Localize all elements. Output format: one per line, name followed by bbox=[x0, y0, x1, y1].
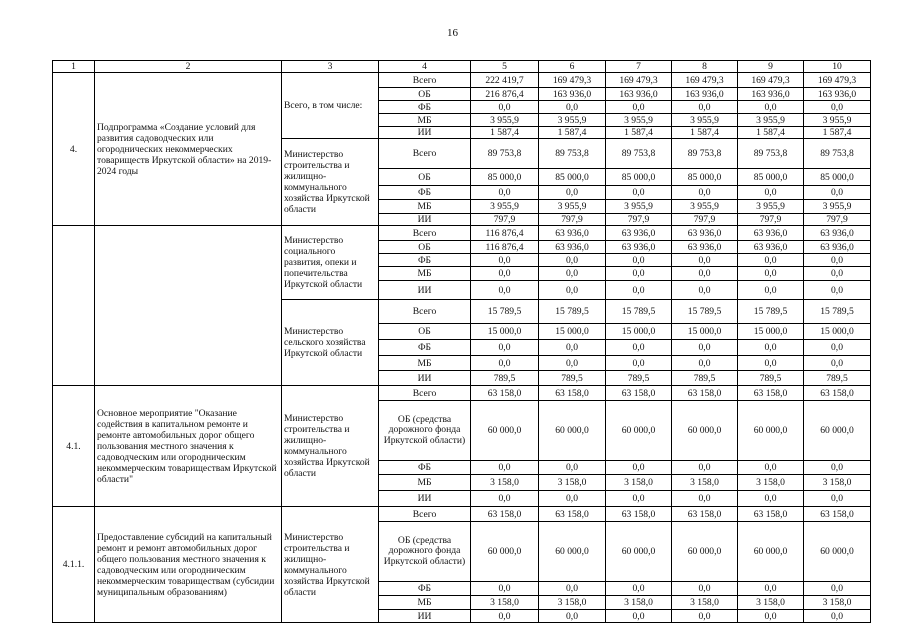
amount-cell: 0,0 bbox=[606, 356, 672, 371]
amount-cell: 0,0 bbox=[606, 582, 672, 596]
amount-cell: 0,0 bbox=[539, 610, 606, 623]
column-number: 7 bbox=[606, 61, 672, 73]
amount-cell: 63 936,0 bbox=[672, 241, 738, 254]
amount-cell: 60 000,0 bbox=[738, 401, 804, 461]
table-row bbox=[53, 73, 871, 88]
column-number: 6 bbox=[539, 61, 606, 73]
amount-cell: 0,0 bbox=[804, 610, 871, 623]
amount-cell: 0,0 bbox=[539, 101, 606, 114]
amount-cell: 216 876,4 bbox=[471, 88, 539, 101]
amount-cell: 63 936,0 bbox=[804, 226, 871, 241]
funding-source: ИИ bbox=[379, 491, 471, 507]
column-number: 4 bbox=[379, 61, 471, 73]
amount-cell: 60 000,0 bbox=[672, 522, 738, 582]
amount-cell: 0,0 bbox=[804, 186, 871, 200]
amount-cell: 0,0 bbox=[471, 340, 539, 356]
amount-cell: 1 587,4 bbox=[738, 127, 804, 139]
amount-cell: 15 789,5 bbox=[539, 300, 606, 324]
amount-cell: 63 158,0 bbox=[539, 507, 606, 522]
amount-cell: 63 936,0 bbox=[539, 241, 606, 254]
amount-cell: 15 000,0 bbox=[539, 324, 606, 340]
amount-cell: 0,0 bbox=[672, 340, 738, 356]
amount-cell: 3 955,9 bbox=[738, 114, 804, 127]
amount-cell: 89 753,8 bbox=[606, 139, 672, 169]
funding-source: Всего bbox=[379, 73, 471, 88]
amount-cell: 15 000,0 bbox=[606, 324, 672, 340]
amount-cell: 0,0 bbox=[738, 610, 804, 623]
column-number: 10 bbox=[804, 61, 871, 73]
amount-cell: 63 936,0 bbox=[539, 226, 606, 241]
amount-cell: 1 587,4 bbox=[804, 127, 871, 139]
amount-cell: 0,0 bbox=[738, 461, 804, 475]
amount-cell: 163 936,0 bbox=[606, 88, 672, 101]
amount-cell: 163 936,0 bbox=[539, 88, 606, 101]
amount-cell: 797,9 bbox=[606, 214, 672, 226]
amount-cell: 169 479,3 bbox=[539, 73, 606, 88]
amount-cell: 0,0 bbox=[738, 254, 804, 267]
funding-source: Всего bbox=[379, 507, 471, 522]
amount-cell: 3 955,9 bbox=[539, 200, 606, 214]
amount-cell: 63 158,0 bbox=[606, 386, 672, 401]
amount-cell: 0,0 bbox=[672, 267, 738, 281]
amount-cell: 0,0 bbox=[738, 356, 804, 371]
amount-cell: 0,0 bbox=[672, 254, 738, 267]
column-number: 5 bbox=[471, 61, 539, 73]
amount-cell: 15 789,5 bbox=[672, 300, 738, 324]
amount-cell: 163 936,0 bbox=[738, 88, 804, 101]
column-number: 2 bbox=[95, 61, 282, 73]
funding-source: Всего bbox=[379, 226, 471, 241]
executor-name: Министерство строительства и жилищно-коммунального хозяйства Иркутской области bbox=[282, 386, 379, 507]
amount-cell: 0,0 bbox=[738, 340, 804, 356]
amount-cell: 63 936,0 bbox=[738, 241, 804, 254]
amount-cell: 15 789,5 bbox=[738, 300, 804, 324]
amount-cell: 0,0 bbox=[606, 491, 672, 507]
funding-source: ОБ bbox=[379, 88, 471, 101]
amount-cell: 85 000,0 bbox=[672, 169, 738, 186]
amount-cell: 63 158,0 bbox=[471, 507, 539, 522]
amount-cell: 0,0 bbox=[804, 582, 871, 596]
amount-cell: 3 158,0 bbox=[606, 596, 672, 610]
amount-cell: 63 158,0 bbox=[672, 507, 738, 522]
amount-cell: 3 955,9 bbox=[672, 114, 738, 127]
funding-source: МБ bbox=[379, 356, 471, 371]
amount-cell: 0,0 bbox=[471, 582, 539, 596]
amount-cell: 0,0 bbox=[471, 267, 539, 281]
amount-cell: 3 955,9 bbox=[471, 114, 539, 127]
executor-name: Министерство сельского хозяйства Иркутской области bbox=[282, 300, 379, 386]
funding-source: Всего bbox=[379, 139, 471, 169]
funding-source: ФБ bbox=[379, 186, 471, 200]
item-number: 4.1. bbox=[53, 386, 95, 507]
amount-cell: 3 158,0 bbox=[672, 596, 738, 610]
amount-cell: 63 158,0 bbox=[606, 507, 672, 522]
amount-cell: 116 876,4 bbox=[471, 226, 539, 241]
amount-cell: 63 936,0 bbox=[804, 241, 871, 254]
amount-cell: 63 158,0 bbox=[672, 386, 738, 401]
amount-cell: 60 000,0 bbox=[804, 522, 871, 582]
amount-cell: 0,0 bbox=[539, 267, 606, 281]
amount-cell: 0,0 bbox=[606, 610, 672, 623]
amount-cell: 0,0 bbox=[471, 281, 539, 300]
amount-cell: 0,0 bbox=[606, 340, 672, 356]
amount-cell: 60 000,0 bbox=[606, 401, 672, 461]
amount-cell: 0,0 bbox=[804, 340, 871, 356]
amount-cell: 169 479,3 bbox=[606, 73, 672, 88]
amount-cell: 0,0 bbox=[471, 356, 539, 371]
column-number: 3 bbox=[282, 61, 379, 73]
amount-cell: 3 955,9 bbox=[471, 200, 539, 214]
amount-cell: 0,0 bbox=[738, 281, 804, 300]
amount-cell: 0,0 bbox=[539, 340, 606, 356]
amount-cell: 0,0 bbox=[471, 101, 539, 114]
amount-cell: 63 158,0 bbox=[738, 507, 804, 522]
amount-cell: 60 000,0 bbox=[804, 401, 871, 461]
funding-source: Всего bbox=[379, 386, 471, 401]
amount-cell: 60 000,0 bbox=[539, 522, 606, 582]
amount-cell: 0,0 bbox=[471, 461, 539, 475]
amount-cell: 0,0 bbox=[804, 281, 871, 300]
amount-cell: 3 158,0 bbox=[539, 475, 606, 491]
amount-cell: 0,0 bbox=[672, 491, 738, 507]
amount-cell: 0,0 bbox=[539, 186, 606, 200]
amount-cell: 63 158,0 bbox=[804, 507, 871, 522]
amount-cell: 63 158,0 bbox=[738, 386, 804, 401]
amount-cell: 789,5 bbox=[738, 371, 804, 386]
amount-cell: 0,0 bbox=[738, 267, 804, 281]
amount-cell: 0,0 bbox=[804, 461, 871, 475]
column-number: 9 bbox=[738, 61, 804, 73]
amount-cell: 60 000,0 bbox=[606, 522, 672, 582]
amount-cell: 0,0 bbox=[539, 254, 606, 267]
amount-cell: 15 789,5 bbox=[804, 300, 871, 324]
amount-cell: 169 479,3 bbox=[804, 73, 871, 88]
amount-cell: 3 158,0 bbox=[804, 475, 871, 491]
amount-cell: 0,0 bbox=[539, 461, 606, 475]
amount-cell: 3 158,0 bbox=[471, 596, 539, 610]
amount-cell: 169 479,3 bbox=[738, 73, 804, 88]
funding-source: ФБ bbox=[379, 254, 471, 267]
amount-cell: 89 753,8 bbox=[539, 139, 606, 169]
funding-source: МБ bbox=[379, 114, 471, 127]
item-title: Предоставление субсидий на капитальный ремонт и ремонт автомобильных дорог общего пользования местного значения к садоводческим или огородническим некоммерческим товариществам (субсидии муниципальным образованиям) bbox=[95, 507, 282, 623]
amount-cell: 0,0 bbox=[738, 582, 804, 596]
amount-cell: 15 000,0 bbox=[672, 324, 738, 340]
amount-cell: 0,0 bbox=[804, 254, 871, 267]
amount-cell: 0,0 bbox=[672, 582, 738, 596]
amount-cell: 63 936,0 bbox=[606, 226, 672, 241]
amount-cell: 0,0 bbox=[672, 281, 738, 300]
amount-cell: 3 158,0 bbox=[738, 475, 804, 491]
amount-cell: 116 876,4 bbox=[471, 241, 539, 254]
amount-cell: 0,0 bbox=[804, 267, 871, 281]
amount-cell: 789,5 bbox=[471, 371, 539, 386]
amount-cell: 15 000,0 bbox=[471, 324, 539, 340]
amount-cell: 222 419,7 bbox=[471, 73, 539, 88]
amount-cell: 0,0 bbox=[738, 101, 804, 114]
amount-cell: 63 158,0 bbox=[471, 386, 539, 401]
amount-cell: 3 955,9 bbox=[606, 200, 672, 214]
funding-source: ИИ bbox=[379, 371, 471, 386]
table-body bbox=[53, 61, 871, 623]
amount-cell: 0,0 bbox=[738, 491, 804, 507]
amount-cell: 0,0 bbox=[672, 186, 738, 200]
amount-cell: 797,9 bbox=[471, 214, 539, 226]
budget-table bbox=[52, 60, 871, 623]
amount-cell: 3 158,0 bbox=[471, 475, 539, 491]
amount-cell: 60 000,0 bbox=[738, 522, 804, 582]
column-number-row bbox=[53, 61, 871, 73]
amount-cell: 0,0 bbox=[672, 461, 738, 475]
amount-cell: 0,0 bbox=[606, 281, 672, 300]
item-title: Подпрограмма «Создание условий для развития садоводческих или огороднических некоммерческих товариществ Иркутской области» на 2019-2024 годы bbox=[95, 73, 282, 226]
funding-source: ОБ bbox=[379, 169, 471, 186]
amount-cell: 0,0 bbox=[471, 491, 539, 507]
amount-cell: 1 587,4 bbox=[606, 127, 672, 139]
amount-cell: 0,0 bbox=[804, 356, 871, 371]
funding-source: Всего bbox=[379, 300, 471, 324]
funding-source: ИИ bbox=[379, 281, 471, 300]
amount-cell: 85 000,0 bbox=[471, 169, 539, 186]
amount-cell: 0,0 bbox=[539, 491, 606, 507]
amount-cell: 63 936,0 bbox=[606, 241, 672, 254]
amount-cell: 3 955,9 bbox=[672, 200, 738, 214]
funding-source: МБ bbox=[379, 596, 471, 610]
funding-source: ОБ (средства дорожного фонда Иркутской области) bbox=[379, 522, 471, 582]
amount-cell: 85 000,0 bbox=[606, 169, 672, 186]
amount-cell: 0,0 bbox=[606, 267, 672, 281]
amount-cell: 169 479,3 bbox=[672, 73, 738, 88]
item-number bbox=[53, 226, 95, 386]
amount-cell: 797,9 bbox=[539, 214, 606, 226]
column-number: 8 bbox=[672, 61, 738, 73]
executor-name: Министерство строительства и жилищно-коммунального хозяйства Иркутской области bbox=[282, 139, 379, 226]
funding-source: ФБ bbox=[379, 582, 471, 596]
table-row bbox=[53, 226, 871, 241]
amount-cell: 85 000,0 bbox=[738, 169, 804, 186]
column-number: 1 bbox=[53, 61, 95, 73]
amount-cell: 89 753,8 bbox=[672, 139, 738, 169]
amount-cell: 0,0 bbox=[804, 101, 871, 114]
item-number: 4. bbox=[53, 73, 95, 226]
executor-name: Министерство строительства и жилищно-коммунального хозяйства Иркутской области bbox=[282, 507, 379, 623]
amount-cell: 89 753,8 bbox=[738, 139, 804, 169]
amount-cell: 60 000,0 bbox=[672, 401, 738, 461]
funding-source: ОБ (средства дорожного фонда Иркутской области) bbox=[379, 401, 471, 461]
page-number: 16 bbox=[447, 27, 458, 39]
amount-cell: 0,0 bbox=[471, 610, 539, 623]
amount-cell: 1 587,4 bbox=[539, 127, 606, 139]
amount-cell: 3 158,0 bbox=[539, 596, 606, 610]
amount-cell: 1 587,4 bbox=[471, 127, 539, 139]
item-number: 4.1.1. bbox=[53, 507, 95, 623]
amount-cell: 60 000,0 bbox=[471, 522, 539, 582]
amount-cell: 3 158,0 bbox=[738, 596, 804, 610]
amount-cell: 3 955,9 bbox=[539, 114, 606, 127]
amount-cell: 15 789,5 bbox=[471, 300, 539, 324]
amount-cell: 797,9 bbox=[672, 214, 738, 226]
funding-source: МБ bbox=[379, 475, 471, 491]
funding-source: ФБ bbox=[379, 101, 471, 114]
amount-cell: 15 000,0 bbox=[804, 324, 871, 340]
amount-cell: 0,0 bbox=[606, 254, 672, 267]
amount-cell: 0,0 bbox=[606, 186, 672, 200]
amount-cell: 60 000,0 bbox=[471, 401, 539, 461]
funding-source: МБ bbox=[379, 267, 471, 281]
amount-cell: 163 936,0 bbox=[804, 88, 871, 101]
table-row bbox=[53, 386, 871, 401]
funding-source: ОБ bbox=[379, 241, 471, 254]
funding-source: ИИ bbox=[379, 610, 471, 623]
amount-cell: 0,0 bbox=[539, 582, 606, 596]
amount-cell: 0,0 bbox=[539, 356, 606, 371]
amount-cell: 163 936,0 bbox=[672, 88, 738, 101]
amount-cell: 63 158,0 bbox=[539, 386, 606, 401]
funding-source: ФБ bbox=[379, 461, 471, 475]
amount-cell: 15 000,0 bbox=[738, 324, 804, 340]
table-row bbox=[53, 507, 871, 522]
funding-source: ОБ bbox=[379, 324, 471, 340]
amount-cell: 1 587,4 bbox=[672, 127, 738, 139]
amount-cell: 0,0 bbox=[606, 461, 672, 475]
funding-source: ФБ bbox=[379, 340, 471, 356]
item-title bbox=[95, 226, 282, 386]
amount-cell: 789,5 bbox=[539, 371, 606, 386]
amount-cell: 0,0 bbox=[738, 186, 804, 200]
amount-cell: 0,0 bbox=[471, 254, 539, 267]
amount-cell: 3 158,0 bbox=[804, 596, 871, 610]
amount-cell: 89 753,8 bbox=[804, 139, 871, 169]
amount-cell: 3 158,0 bbox=[672, 475, 738, 491]
amount-cell: 797,9 bbox=[738, 214, 804, 226]
funding-source: ИИ bbox=[379, 127, 471, 139]
amount-cell: 0,0 bbox=[672, 610, 738, 623]
amount-cell: 0,0 bbox=[539, 281, 606, 300]
amount-cell: 89 753,8 bbox=[471, 139, 539, 169]
amount-cell: 0,0 bbox=[471, 186, 539, 200]
amount-cell: 0,0 bbox=[672, 356, 738, 371]
amount-cell: 3 955,9 bbox=[804, 114, 871, 127]
executor-name: Всего, в том числе: bbox=[282, 73, 379, 139]
amount-cell: 0,0 bbox=[672, 101, 738, 114]
amount-cell: 789,5 bbox=[804, 371, 871, 386]
amount-cell: 3 158,0 bbox=[606, 475, 672, 491]
amount-cell: 3 955,9 bbox=[738, 200, 804, 214]
amount-cell: 3 955,9 bbox=[606, 114, 672, 127]
funding-source: ИИ bbox=[379, 214, 471, 226]
amount-cell: 63 936,0 bbox=[672, 226, 738, 241]
amount-cell: 797,9 bbox=[804, 214, 871, 226]
amount-cell: 85 000,0 bbox=[804, 169, 871, 186]
amount-cell: 63 158,0 bbox=[804, 386, 871, 401]
amount-cell: 85 000,0 bbox=[539, 169, 606, 186]
executor-name: Министерство социального развития, опеки и попечительства Иркутской области bbox=[282, 226, 379, 300]
amount-cell: 789,5 bbox=[672, 371, 738, 386]
amount-cell: 15 789,5 bbox=[606, 300, 672, 324]
amount-cell: 3 955,9 bbox=[804, 200, 871, 214]
amount-cell: 0,0 bbox=[606, 101, 672, 114]
amount-cell: 0,0 bbox=[804, 491, 871, 507]
amount-cell: 63 936,0 bbox=[738, 226, 804, 241]
amount-cell: 789,5 bbox=[606, 371, 672, 386]
funding-source: МБ bbox=[379, 200, 471, 214]
amount-cell: 60 000,0 bbox=[539, 401, 606, 461]
item-title: Основное мероприятие "Оказание содействия в капитальном ремонте и ремонте автомобильных дорог общего пользования местного значения к садоводческим или огородническим некоммерческим товариществам Иркутской области" bbox=[95, 386, 282, 507]
